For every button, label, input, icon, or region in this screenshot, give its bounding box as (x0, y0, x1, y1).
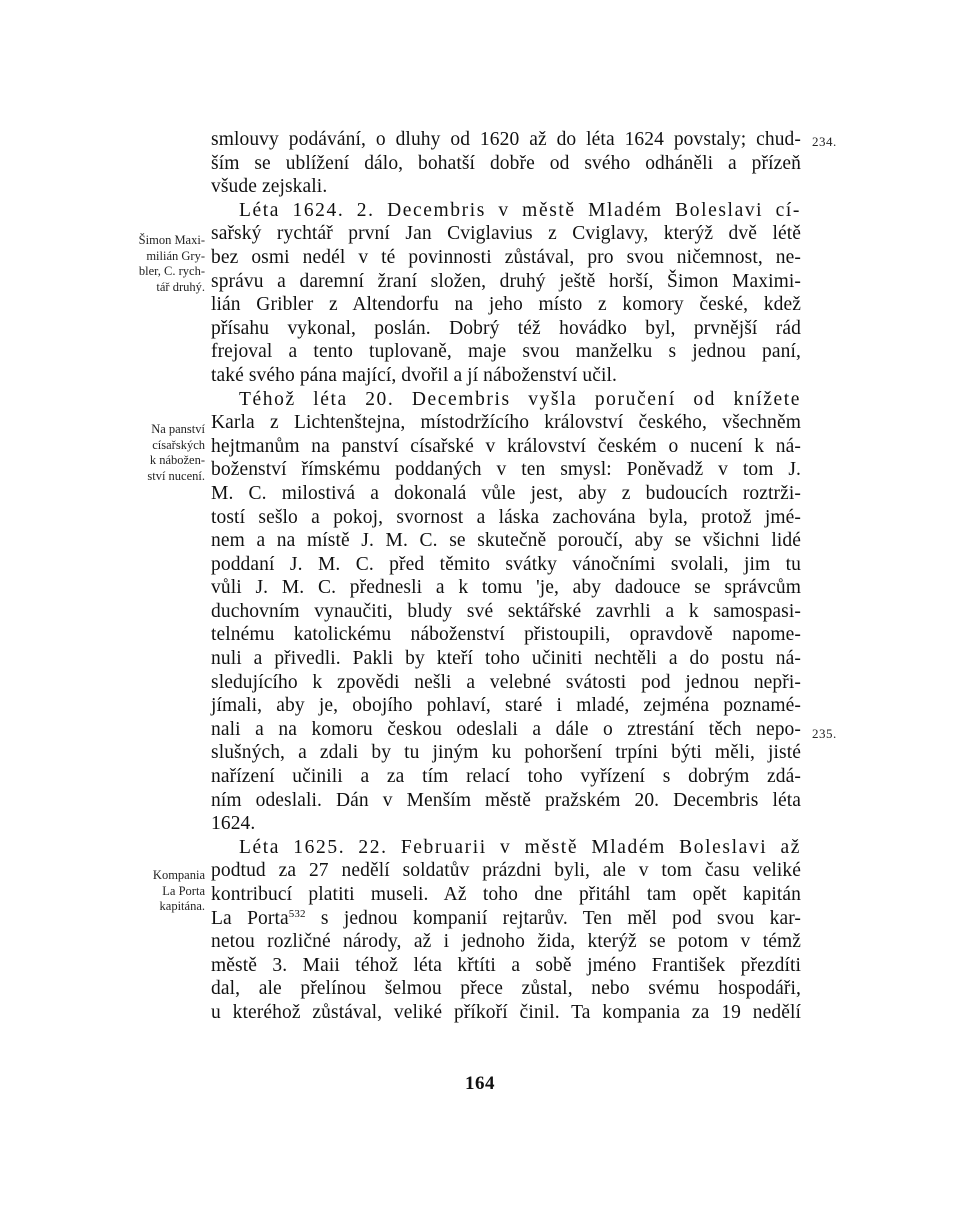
text-line: ním odeslali. Dán v Menším městě pražském 20. Decembris léta (211, 789, 801, 811)
text-line: bez osmi nedél v té povinnosti zůstával, pro svou ničemnost, ne- (211, 246, 801, 268)
text-line: nuli a přivedli. Pakli by kteří toho učiniti nechtěli a do postu ná- (211, 648, 801, 670)
footnote-reference[interactable]: 532 (288, 907, 306, 920)
margin-note-line: milián Gry- (146, 248, 205, 263)
text-fragment: La Porta (211, 907, 289, 929)
margin-note-nuceni (110, 422, 205, 484)
text-line: Léta 1625. 22. Februarii v městě Mladém Boleslavi až (239, 836, 801, 858)
margin-note-gribler (110, 233, 205, 295)
margin-note-line: tář druhý. (156, 279, 205, 294)
text-line: přísahu vykonal, poslán. Dobrý též hovádko byl, prvnější rád (211, 317, 801, 339)
margin-note-kompania (110, 868, 205, 915)
margin-note-line: kapitána. (159, 899, 205, 913)
text-line: netou rozličné národy, až i jednoho žida, kterýž se potom v témž (211, 931, 801, 953)
text-line: lián Gribler z Altendorfu na jeho místo z komory české, kdež (211, 294, 801, 316)
body-text (211, 128, 801, 1025)
text-line: sledujícího k zpovědi nešli a velebné svátosti pod jednou nepři- (211, 671, 801, 693)
text-line (211, 907, 801, 931)
text-line: slušných, a zdali by tu jiným ku pohoršení trpíni býti měli, jisté (211, 742, 801, 764)
page-number: 164 (465, 1073, 495, 1094)
margin-note-line: Šimon Maxi- (138, 233, 205, 247)
margin-note-line: k nábožen- (149, 453, 205, 467)
text-line: u kteréhož zůstával, veliké příkoří činil. Ta kompania za 19 nedělí (211, 1001, 801, 1023)
text-line: jímali, aby je, obojího pohlaví, staré i mladé, zejména poznamé- (211, 695, 801, 717)
text-line: dal, ale přelínou šelmou přece zůstal, nebo svému hospodáři, (211, 978, 801, 1000)
text-line: smlouvy podávání, o dluhy od 1620 až do léta 1624 povstaly; chud- (211, 129, 801, 150)
margin-note-line: La Porta (162, 883, 205, 898)
text-line: správu a daremní žraní složen, druhý ještě horší, Šimon Maximi- (211, 270, 801, 292)
text-line: městě 3. Maii téhož léta křtíti a sobě jméno František přezdíti (211, 954, 801, 976)
text-line: kontribucí platiti museli. Až toho dne přitáhl tam opět kapitán (211, 884, 801, 905)
margin-page-number: 235. (812, 726, 837, 741)
text-line: boženství římskému poddaných v ten smysl: Poněvadž v tom J. (211, 459, 801, 481)
text-line: nařízení učinili a za tím relací toho vyřízení s dobrým zdá- (211, 766, 801, 788)
text-line: Téhož léta 20. Decembris vyšla poručení od knížete (239, 388, 801, 410)
text-line: M. C. milostivá a dokonalá vůle jest, aby z budoucích roztrži- (211, 482, 801, 504)
margin-note-line: císařských (152, 437, 205, 452)
text-line: vůli J. M. C. přednesli a k tomu 'je, aby dadouce se správcům (211, 577, 801, 599)
margin-note-line: ství nucení. (147, 468, 205, 483)
text-line: duchovním vynaučiti, bludy své sektářské zavrhli a k samospasi- (211, 600, 801, 622)
text-line: všude zejskali. (211, 176, 328, 198)
text-line: sařský rychtář první Jan Cviglavius z Cviglavy, kterýž dvě létě (211, 223, 801, 245)
margin-page-number: 234. (812, 134, 837, 149)
text-line: nali a na komoru českou odeslali a dále o ztrestání těch nepo- (211, 718, 801, 740)
text-line: také svého pána mající, dvořil a jí náboženství učil. (211, 364, 618, 386)
margin-note-line: Na panství (151, 422, 205, 436)
text-line: Léta 1624. 2. Decembris v městě Mladém Boleslavi cí- (239, 199, 801, 221)
text-line: poddaní J. M. C. před těmito svátky vánočními svolali, jim tu (211, 553, 801, 575)
margin-note-line: Kompania (152, 868, 205, 882)
text-line: podtud za 27 nedělí soldatův prázdni byli, ale v tom času veliké (211, 860, 801, 882)
margin-note-line: bler, C. rych- (138, 264, 205, 278)
text-line: nem a na místě J. M. C. se skutečně poroučí, aby se všichni lidé (211, 530, 801, 552)
text-line: Karla z Lichtenštejna, místodržícího království českého, všechněm (211, 412, 801, 434)
text-line: hejtmanům na panství císařské v království českém o nucení k ná- (211, 435, 801, 457)
text-fragment: s jednou kompanií rejtarův. Ten měl pod svou kar- (320, 907, 801, 929)
text-line: frejoval a tento tuplovaně, maje svou manželku s jednou paní, (211, 341, 801, 363)
text-line: ším se ublížení dálo, bohatší dobře od svého odháněli a přízeň (211, 152, 801, 174)
text-line: telnému katolickému náboženství přistoupili, opravdově napome- (211, 624, 801, 646)
text-line: tostí sešlo a pokoj, svornost a láska zachována byla, protož jmé- (211, 506, 801, 528)
text-line: 1624. (211, 813, 256, 835)
